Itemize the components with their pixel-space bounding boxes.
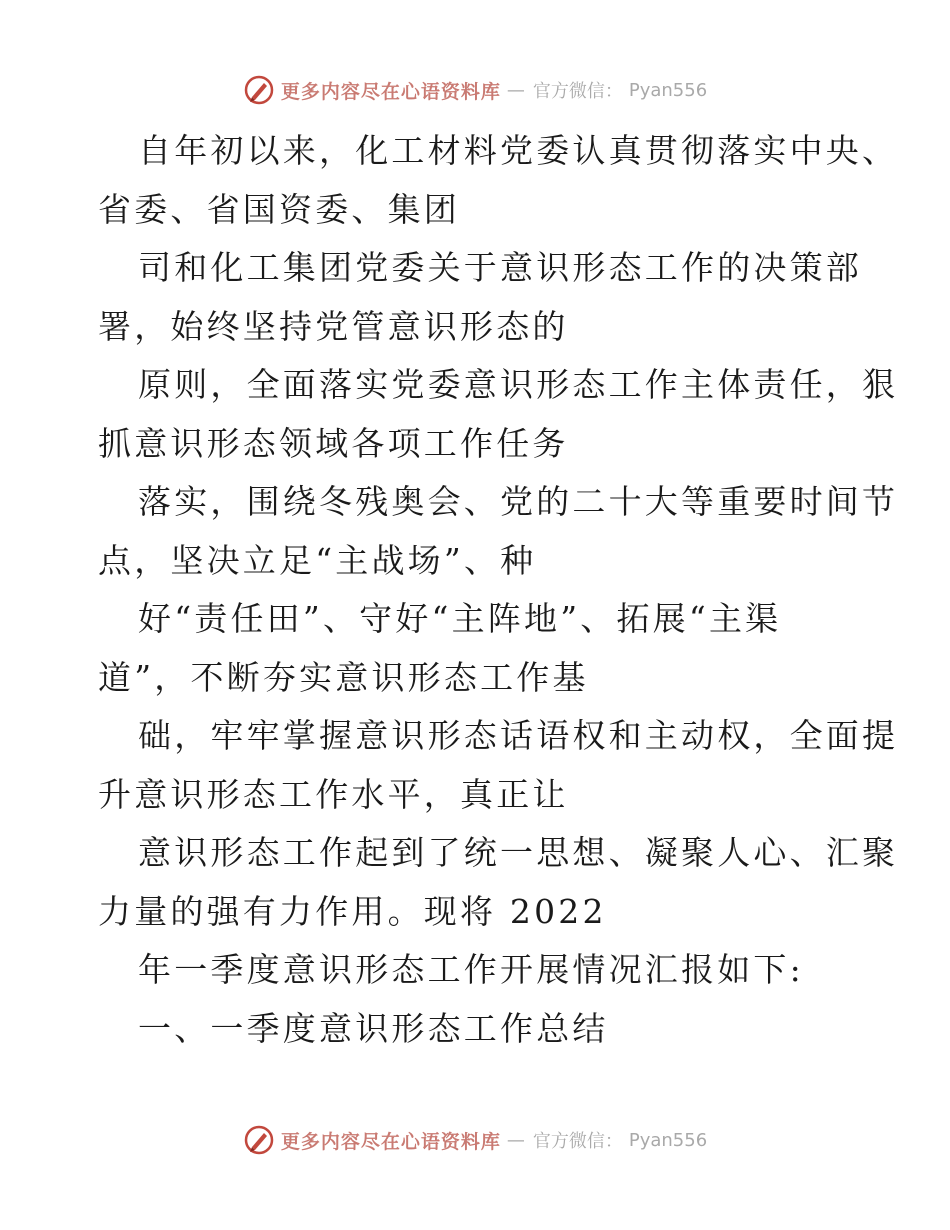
body-line: 点，坚决立足“主战场”、种 <box>98 540 537 580</box>
body-line: 落实，围绕冬残奥会、党的二十大等重要时间节 <box>138 482 899 521</box>
pen-logo-icon <box>243 1124 275 1156</box>
body-line: 司和化工集团党委关于意识形态工作的决策部 <box>138 248 862 287</box>
body-line: 省委、省国资委、集团 <box>98 189 460 229</box>
section-heading: 一、一季度意识形态工作总结 <box>138 1008 609 1048</box>
watermark-contact-label: 官方微信： <box>532 81 623 102</box>
body-line: 道”，不断夯实意识形态工作基 <box>98 657 589 697</box>
body-line: 原则，全面落实党委意识形态工作主体责任，狠 <box>138 365 899 404</box>
watermark-site-text: 更多内容尽在心语资料库 <box>280 1130 501 1153</box>
pen-logo-icon <box>243 74 275 106</box>
header-watermark <box>0 70 950 110</box>
watermark-handle: Pyan556 <box>628 79 708 101</box>
watermark-separator: — <box>506 1129 527 1151</box>
body-line: 力量的强有力作用。现将 2022 <box>98 891 607 931</box>
body-line: 好“责任田”、守好“主阵地”、拓展“主渠 <box>138 599 782 638</box>
body-line: 署，始终坚持党管意识形态的 <box>98 306 569 346</box>
body-line: 升意识形态工作水平，真正让 <box>98 774 569 814</box>
body-line: 意识形态工作起到了统一思想、凝聚人心、汇聚 <box>138 833 899 872</box>
body-line: 自年初以来，化工材料党委认真贯彻落实中央、 <box>138 131 899 170</box>
document-body <box>98 122 899 1058</box>
body-line: 抓意识形态领域各项工作任务 <box>98 423 569 463</box>
footer-watermark <box>0 1120 950 1160</box>
watermark-site-text: 更多内容尽在心语资料库 <box>280 80 501 103</box>
watermark-contact-label: 官方微信： <box>532 1131 623 1152</box>
body-line: 年一季度意识形态工作开展情况汇报如下: <box>138 950 804 989</box>
watermark-separator: — <box>506 79 527 101</box>
watermark-handle: Pyan556 <box>628 1129 708 1151</box>
body-line: 础，牢牢掌握意识形态话语权和主动权，全面提 <box>138 716 899 755</box>
